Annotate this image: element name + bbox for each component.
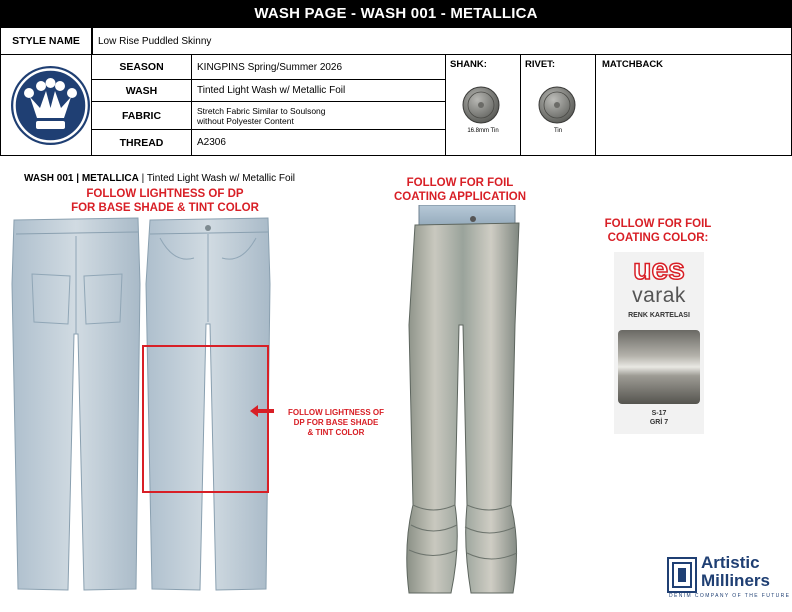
rivet-caption: Tin (553, 128, 563, 134)
crown-icon (11, 66, 90, 145)
crown-logo (11, 66, 90, 145)
artistic-milliners-logo (667, 553, 789, 603)
season-label (91, 54, 192, 80)
rivet-image (536, 85, 578, 125)
thread-label-text: THREAD (119, 136, 164, 149)
style-name-label-text: STYLE NAME (12, 35, 80, 47)
wash-caption-rest: | Tinted Light Wash w/ Metallic Foil (138, 173, 296, 184)
shank-caption: 16.8mm Tin (467, 128, 499, 134)
style-name-label (0, 27, 92, 55)
logo-line2: Milliners (701, 571, 770, 590)
note-arrow-line1: FOLLOW LIGHTNESS OF (288, 408, 384, 417)
wash-caption (24, 173, 295, 184)
swatch-code: S-17 (651, 410, 667, 417)
season-value-text: KINGPINS Spring/Summer 2026 (197, 61, 343, 73)
thread-label (91, 129, 192, 156)
note-arrow-line2: DP FOR BASE SHADE (293, 418, 379, 427)
arrow-left-icon (250, 405, 274, 417)
wash-label-text: WASH (125, 84, 158, 97)
fabric-label-text: FABRIC (121, 109, 162, 122)
wash-caption-bold: WASH 001 | METALLICA (24, 173, 139, 184)
season-label-text: SEASON (119, 61, 164, 73)
thread-value (191, 129, 446, 156)
note-foil-app-line1: FOLLOW FOR FOIL (406, 177, 514, 189)
wash-value-text: Tinted Light Wash w/ Metallic Foil (197, 85, 346, 96)
foil-swatch-card (614, 252, 704, 434)
fabric-value-line1: Stretch Fabric Similar to Soulsong (197, 105, 326, 116)
season-value (191, 54, 446, 80)
fabric-value-line2: without Polyester Content (197, 115, 294, 126)
note-arrow-line3: & TINT COLOR (307, 428, 365, 437)
jeans-metallic-image (393, 205, 533, 595)
note-foil-color-line1: FOLLOW FOR FOIL (604, 218, 712, 230)
style-name-value-text: Low Rise Puddled Skinny (98, 35, 212, 47)
fabric-label (91, 101, 192, 130)
swatch-brand-bottom: varak (632, 284, 686, 307)
note-arrow (274, 408, 398, 438)
rivet-label: RIVET: (525, 59, 556, 70)
note-foil-color-line2: COATING COLOR: (607, 232, 709, 244)
shank-button-image (460, 85, 502, 125)
note-foil-app-line2: COATING APPLICATION (393, 191, 527, 203)
fabric-value (191, 101, 446, 130)
matchback-cell (595, 54, 792, 156)
highlight-box (142, 345, 269, 493)
logo-line1: Artistic (701, 553, 760, 572)
note-dp-lightness (30, 187, 300, 215)
shank-label: SHANK: (450, 59, 487, 70)
note-foil-color (588, 217, 728, 245)
page-title: WASH PAGE - WASH 001 - METALLICA (0, 0, 792, 27)
swatch-subtitle: RENK KARTELASI (628, 312, 690, 319)
wash-label (91, 79, 192, 102)
style-name-value (92, 27, 792, 55)
jeans-back-image (10, 214, 143, 594)
am-mark-icon (667, 557, 697, 593)
thread-value-text: A2306 (197, 137, 226, 148)
matchback-label: MATCHBACK (602, 59, 664, 70)
note-foil-application (370, 176, 550, 204)
swatch-brand-top: ues (633, 253, 685, 286)
note-dp-line2: FOR BASE SHADE & TINT COLOR (71, 202, 259, 214)
swatch-color-sample (618, 330, 700, 404)
swatch-name: GRİ 7 (649, 419, 669, 426)
logo-tagline: DENIM COMPANY OF THE FUTURE (669, 593, 791, 599)
note-dp-line1: FOLLOW LIGHTNESS OF DP (86, 188, 244, 200)
wash-value (191, 79, 446, 102)
